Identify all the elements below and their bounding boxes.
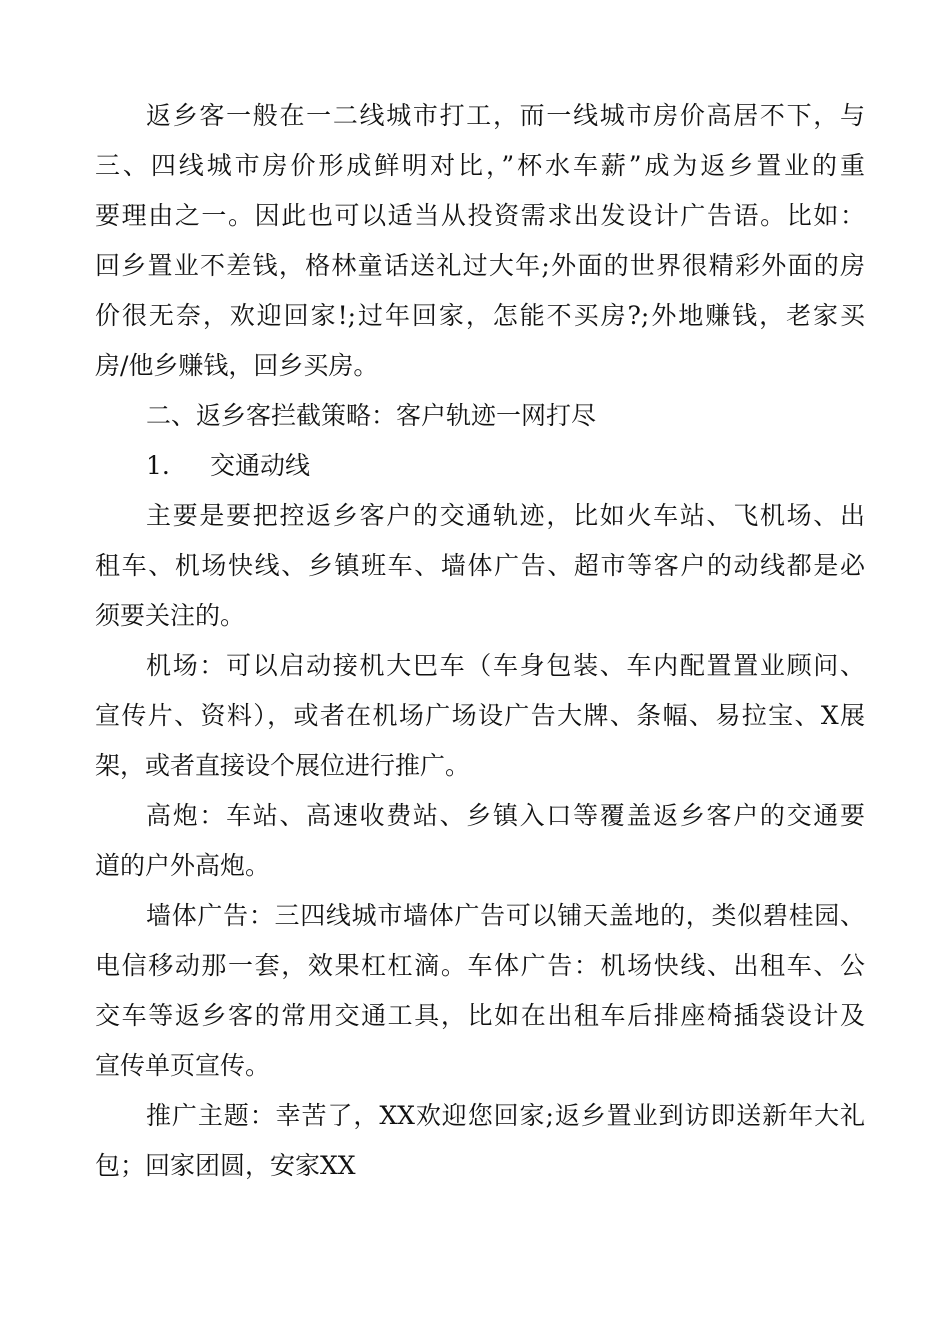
paragraph-line: 墙体广告：三四线城市墙体广告可以铺天盖地的，类似碧桂园、	[146, 901, 865, 930]
paragraph-line: 房/他乡赚钱，回乡买房。	[95, 351, 379, 380]
list-item-title: 交通动线	[210, 451, 311, 480]
paragraph-line: 价很无奈，欢迎回家!;过年回家，怎能不买房?;外地赚钱，老家买	[95, 301, 865, 330]
paragraph-line: 返乡客一般在一二线城市打工，而一线城市房价高居不下，与	[146, 101, 865, 130]
section-heading: 二、返乡客拦截策略：客户轨迹一网打尽	[146, 401, 597, 430]
paragraph-line: 宣传片、资料），或者在机场广场设广告大牌、条幅、易拉宝、X展	[95, 701, 865, 730]
paragraph-line: 推广主题：幸苦了，XX欢迎您回家;返乡置业到访即送新年大礼	[146, 1101, 865, 1130]
paragraph-line: 电信移动那一套，效果杠杠滴。车体广告：机场快线、出租车、公	[95, 951, 865, 980]
paragraph-line: 须要关注的。	[95, 601, 246, 630]
paragraph-line: 包；回家团圆，安家XX	[95, 1151, 356, 1180]
paragraph-line: 机场：可以启动接机大巴车（车身包装、车内配置置业顾问、	[146, 651, 865, 680]
paragraph-line: 宣传单页宣传。	[95, 1051, 271, 1080]
paragraph-line: 三、四线城市房价形成鲜明对比，”杯水车薪”成为返乡置业的重	[95, 151, 865, 180]
paragraph-line: 交车等返乡客的常用交通工具，比如在出租车后排座椅插袋设计及	[95, 1001, 865, 1030]
paragraph-line: 高炮：车站、高速收费站、乡镇入口等覆盖返乡客户的交通要	[146, 801, 865, 830]
paragraph-line: 回乡置业不差钱，格林童话送礼过大年;外面的世界很精彩外面的房	[95, 251, 865, 280]
paragraph-line: 要理由之一。因此也可以适当从投资需求出发设计广告语。比如：	[95, 201, 865, 230]
list-item-number: 1.	[146, 451, 170, 480]
paragraph-line: 架，或者直接设个展位进行推广。	[95, 751, 471, 780]
paragraph-line: 租车、机场快线、乡镇班车、墙体广告、超市等客户的动线都是必	[95, 551, 865, 580]
paragraph-line: 道的户外高炮。	[95, 851, 271, 880]
paragraph-line: 主要是要把控返乡客户的交通轨迹，比如火车站、飞机场、出	[146, 501, 865, 530]
